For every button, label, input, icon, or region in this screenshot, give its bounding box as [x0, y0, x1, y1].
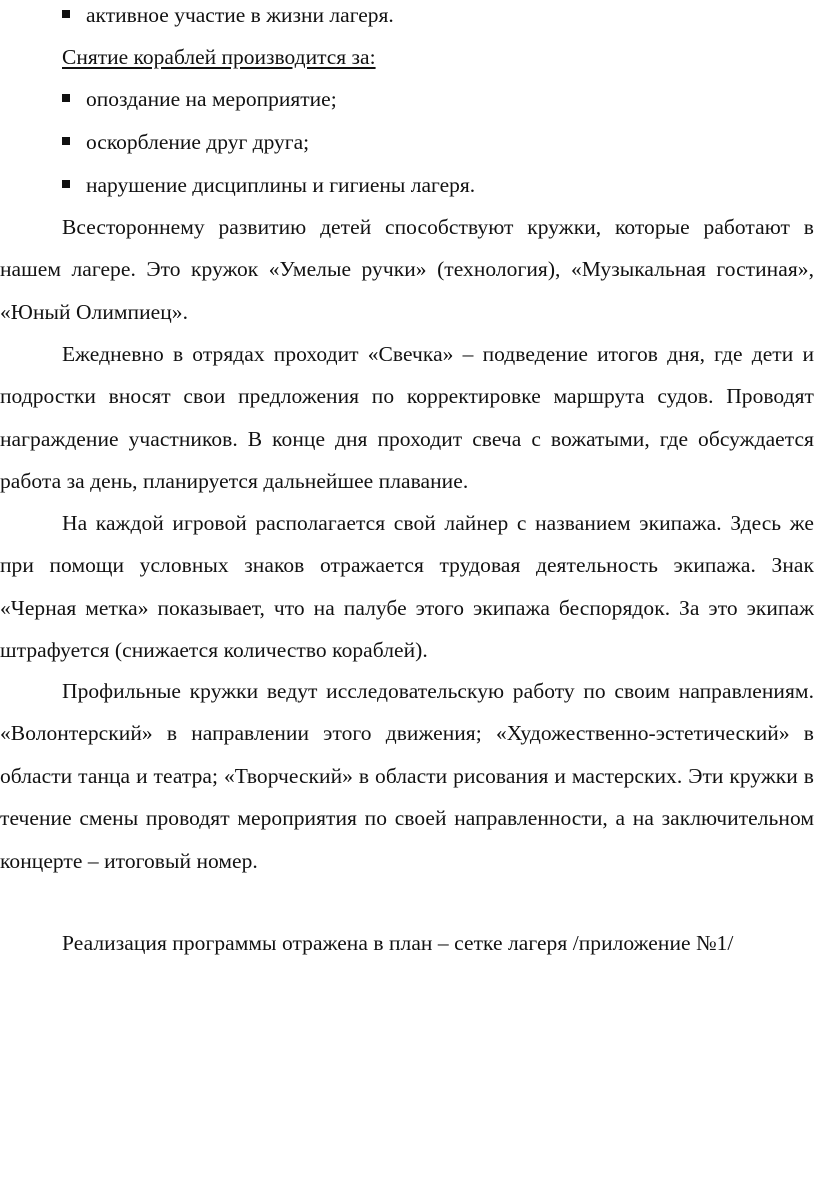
paragraph-clubs: Всестороннему развитию детей способствуют кружки, которые работают в нашем лагере. Это кружок «Умелые ручки» (технология), «Музыкальная гостиная», «Юный Олимпиец». — [0, 215, 814, 324]
paragraph-liner: На каждой игровой располагается свой лайнер с названием экипажа. Здесь же при помощи условных знаков отражается трудовая деятельность экипажа. Знак «Черная метка» показывает, что на палубе этого экипажа беспорядок. За это экипаж штрафуется (снижается количество кораблей). — [0, 511, 814, 663]
list-item — [62, 78, 808, 120]
square-bullet-icon — [62, 94, 70, 102]
list-item-text: опоздание на мероприятие; — [86, 87, 337, 111]
list-item-text: нарушение дисциплины и гигиены лагеря. — [86, 173, 476, 197]
list-item-text: оскорбление друг друга; — [86, 130, 310, 154]
paragraph-program: Реализация программы отражена в план – сетке лагеря /приложение №1/ — [62, 931, 734, 955]
square-bullet-icon — [62, 10, 70, 18]
list-item-text: активное участие в жизни лагеря. — [86, 3, 394, 27]
paragraph-profile-clubs: Профильные кружки ведут исследовательскую работу по своим направлениям. «Волонтерский» в направлении этого движения; «Художественно-эстетический» в области танца и театра; «Творческий» в области рисования и мастерских. Эти кружки в течение смены проводят мероприятия по своей направленности, а на заключительном концерте – итоговый номер. — [0, 679, 814, 873]
square-bullet-icon — [62, 180, 70, 188]
list-item — [62, 164, 808, 206]
paragraph-svechka: Ежедневно в отрядах проходит «Свечка» – подведение итогов дня, где дети и подростки вносят свои предложения по корректировке маршрута судов. Проводят награждение участников. В конце дня проходит свеча с вожатыми, где обсуждается работа за день, планируется дальнейшее плавание. — [0, 342, 814, 494]
list-item — [62, 0, 808, 36]
square-bullet-icon — [62, 137, 70, 145]
section-heading: Снятие кораблей производится за: — [62, 45, 376, 69]
list-item — [62, 121, 808, 163]
